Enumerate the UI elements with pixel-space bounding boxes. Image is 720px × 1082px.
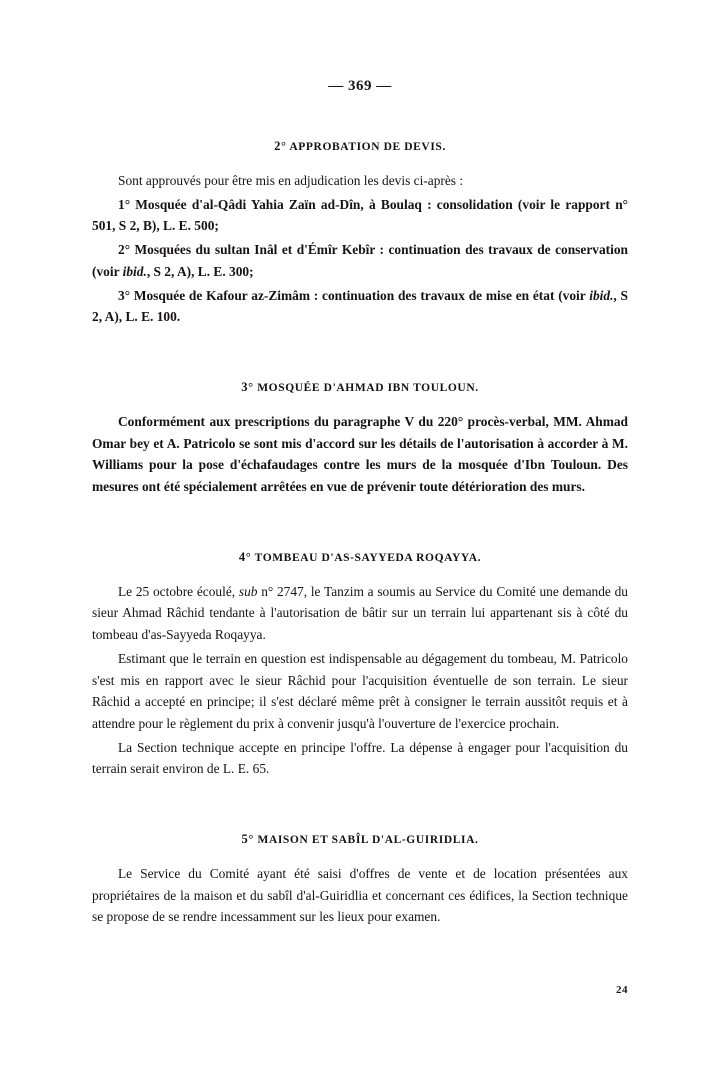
section-title: MAISON ET SABÎL D'AL-GUIRIDLIA. [257, 834, 479, 847]
section-number: 3° [241, 379, 254, 394]
page-number: — 369 — [328, 78, 392, 94]
section-mosquee-ahmad-ibn-touloun [92, 380, 628, 498]
paragraph: Sont approuvés pour être mis en adjudication les devis ci-après : [118, 173, 464, 188]
paragraph: 3° Mosquée de Kafour az-Zimâm : continuation des travaux de mise en état (voir ibid., S 2, A), L. E. 100. [92, 287, 628, 325]
paragraph: La Section technique accepte en principe l'offre. La dépense à engager pour l'acquisition du terrain serait environ de L. E. 65. [92, 739, 628, 777]
paragraph: 2° Mosquées du sultan Inâl et d'Émîr Kebîr : continuation des travaux de conservation (voir ibid., S 2, A), L. E. 300; [92, 242, 628, 279]
paragraph: Conformément aux prescriptions du paragraphe V du 220° procès-verbal, MM. Ahmad Omar bey et A. Patricolo se sont mis d'accord sur les détails de l'autorisation à accorder à M. Williams pour la pose d'échafaudages contre les murs de la mosquée d'Ibn Touloun. Des mesures ont été spécialement arrêtées en vue de prévenir toute détérioration des murs. [92, 413, 628, 495]
paragraph: 1° Mosquée d'al-Qâdi Yahia Zaïn ad-Dîn, à Boulaq : consolidation (voir le rapport n° 501, S 2, B), L. E. 500; [92, 196, 628, 234]
spacer [92, 528, 628, 550]
folio-number: 24 [616, 984, 628, 996]
section-heading [92, 139, 628, 154]
section-title: MOSQUÉE D'AHMAD IBN TOULOUN. [257, 381, 479, 394]
section-number: 4° [238, 549, 252, 564]
section-number: 2° [274, 139, 287, 153]
section-title: TOMBEAU D'AS-SAYYEDA ROQAYYA. [254, 551, 482, 564]
paragraph: Le 25 octobre écoulé, sub n° 2747, le Tanzim a soumis au Service du Comité une demande du sieur Ahmad Râchid tendante à l'autorisation de bâtir sur un terrain lui appartenant sis à côté du tombeau d'as-Sayyeda Roqayya. [92, 583, 628, 643]
paragraph: Le Service du Comité ayant été saisi d'offres de vente et de location présentées aux propriétaires de la maison et du sabîl d'al-Guiridlia et concernant ces édifices, la Section technique se propose de se rendre incessamment sur les lieux pour examen. [92, 866, 628, 925]
section-number: 5° [241, 832, 254, 847]
section-heading [92, 832, 628, 847]
section-tombeau-as-sayyeda-roqayya [92, 550, 628, 780]
spacer [92, 810, 628, 832]
paragraph: Estimant que le terrain en question est indispensable au dégagement du tombeau, M. Patricolo s'est mis en rapport avec le sieur Râchid pour l'acquisition éventuelle de son terrain. Le sieur Râchid a accepté en principe; il s'est déclaré même prêt à consigner le terrain aussitôt requis et à attendre pour le règlement du prix à convenir jusqu'à l'ouverture de l'exercice prochain. [92, 650, 628, 731]
section-heading [92, 550, 628, 565]
section-heading [92, 380, 628, 395]
section-maison-et-sabil-al-guiridlia [92, 832, 628, 928]
spacer [92, 358, 628, 380]
section-approbation-de-devis [92, 139, 628, 328]
section-title: APPROBATION DE DEVIS. [289, 141, 446, 153]
